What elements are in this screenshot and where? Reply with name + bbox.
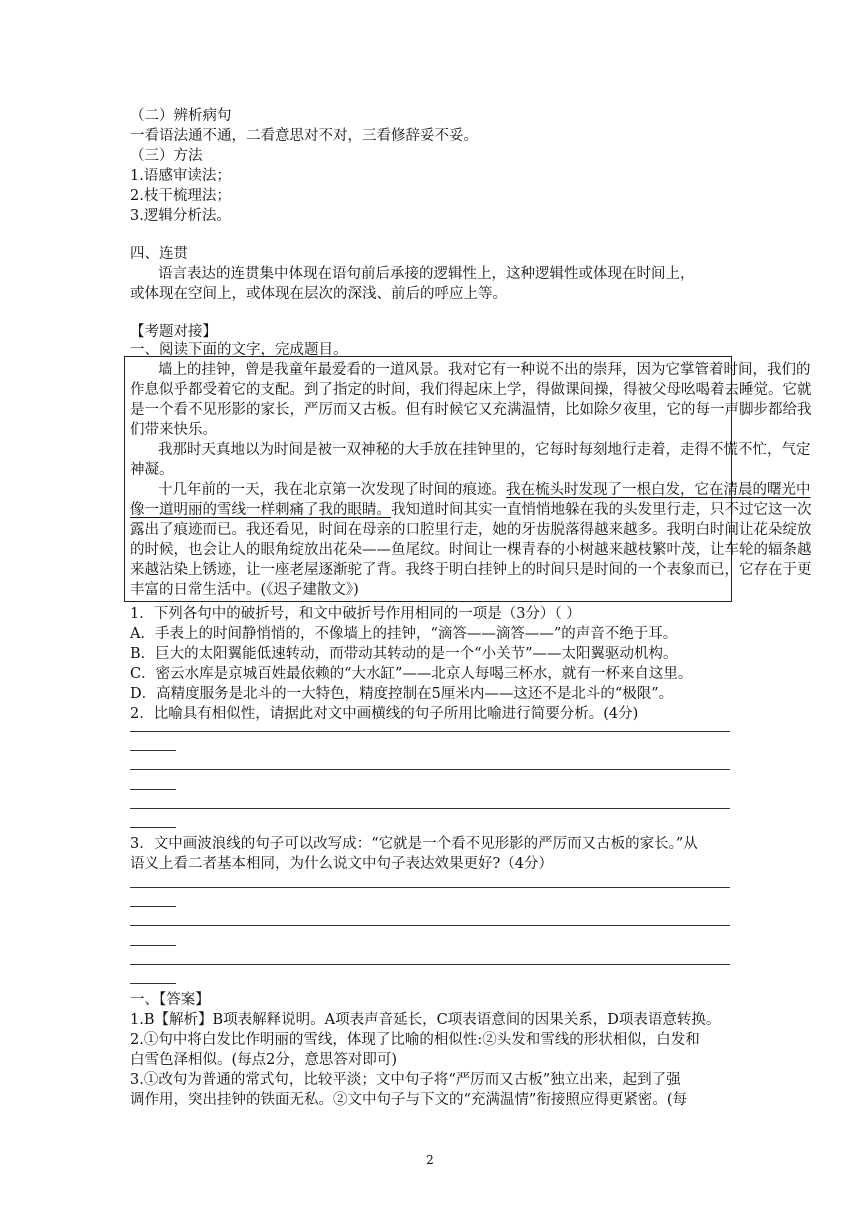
section4-title: 四、连贯 — [130, 246, 188, 262]
question-3-stem: 语义上看二者基本相同，为什么说文中句子表达效果更好?（4分） — [130, 856, 553, 872]
passage-line: 墙上的挂钟，曾是我童年最爱看的一道风景。我对它有一种说不出的崇拜，因为它掌管着时间，我们的 — [158, 362, 811, 378]
passage-line: 来越沾染上锈迹，让一座老屋逐渐驼了背。我终于明白挂钟上的时间只是时间的一个表象而已，它存在于更 — [130, 562, 812, 578]
section2-title: （二）辨析病句 — [130, 108, 232, 124]
passage-line: 神凝。 — [130, 462, 174, 478]
answers-header: 一、【答案】 — [130, 992, 210, 1008]
answer-line[interactable] — [130, 906, 176, 907]
answer-line[interactable] — [130, 983, 176, 984]
option-d: D．高精度服务是北斗的一大特色，精度控制在5厘米内——这还不是北斗的“极限”。 — [130, 686, 674, 702]
passage-text: 十几年前的一天，我在北京第一次发现了时间的痕迹。 — [158, 482, 506, 498]
passage-text: 我知道时间其实一直悄悄地躲在我的头发里行走，只不过它这一次 — [391, 502, 812, 518]
answer-line[interactable] — [130, 964, 730, 965]
answer-line[interactable] — [130, 887, 730, 888]
method-item-2: 2.枝干梳理法； — [130, 188, 231, 204]
question-intro: 一、阅读下面的文字，完成题目。 — [130, 342, 348, 358]
question-2-stem: 2．比喻具有相似性，请据此对文中画横线的句子所用比喻进行简要分析。(4分) — [130, 706, 639, 722]
question-3-stem: 3．文中画波浪线的句子可以改写成：“它就是一个看不见形影的严厉而又古板的家长。”从 — [130, 836, 698, 852]
passage-line: 的时候，也会让人的眼角绽放出花朵——鱼尾纹。时间让一棵青春的小树越来越枝繁叶茂，让车轮的辐条越 — [130, 542, 812, 558]
option-c: C．密云水库是京城百姓最依赖的“大水缸”——北京人每喝三杯水，就有一杯来自这里。 — [130, 666, 693, 682]
answer-2: 白雪色泽相似。(每点2分，意思答对即可) — [130, 1052, 398, 1068]
answer-line[interactable] — [130, 731, 730, 732]
section4-para-line2: 或体现在空间上，或体现在层次的深浅、前后的呼应上等。 — [130, 286, 507, 302]
passage-line: 我那时天真地以为时间是被一双神秘的大手放在挂钟里的，它每时每刻地行走着，走得不慌不忙，气定 — [158, 442, 811, 458]
method-item-3: 3.逻辑分析法。 — [130, 208, 231, 224]
passage-line: 露出了痕迹而已。我还看见，时间在母亲的口腔里行走，她的牙齿脱落得越来越多。我明白时间让花朵绽放 — [130, 522, 812, 538]
underlined-sentence: 像一道明丽的雪线一样刺痛了我的眼睛。 — [130, 502, 391, 518]
exam-header: 【考题对接】 — [130, 324, 217, 340]
answer-line[interactable] — [130, 925, 730, 926]
page-number: 2 — [426, 1153, 434, 1167]
passage-line — [158, 480, 811, 500]
answer-2: 2.①句中将白发比作明丽的雪线，体现了比喻的相似性:②头发和雪线的形状相似，白发和 — [130, 1032, 700, 1048]
option-a: A．手表上的时间静悄悄的，不像墙上的挂钟，“滴答——滴答——”的声音不绝于耳。 — [130, 626, 678, 642]
passage-line — [130, 500, 812, 520]
passage-line: 作息似乎都受着它的支配。到了指定的时间，我们得起床上学，得做课间操，得被父母吆喝着去睡觉。它就 — [130, 382, 812, 398]
answer-1: 1.B【解析】B项表解释说明。A项表声音延长，C项表语意间的因果关系，D项表语意转换。 — [130, 1012, 721, 1028]
underlined-sentence: 我在梳头时发现了一根白发，它在清晨的曙光中 — [506, 482, 811, 498]
passage-line: 们带来快乐。 — [130, 422, 217, 438]
section2-text: 一看语法通不通，二看意思对不对，三看修辞妥不妥。 — [130, 128, 478, 144]
option-b: B．巨大的太阳翼能低速转动，而带动其转动的是一个“小关节”——太阳翼驱动机构。 — [130, 646, 678, 662]
answer-line[interactable] — [130, 808, 730, 809]
answer-line[interactable] — [130, 827, 176, 828]
answer-line[interactable] — [130, 789, 176, 790]
question-1-stem: 1．下列各句中的破折号，和文中破折号作用相同的一项是（3分）（ ） — [130, 606, 581, 622]
passage-line: 是一个看不见形影的家长，严厉而又古板。但有时候它又充满温情，比如除夕夜里，它的每一声脚步都给我 — [130, 402, 812, 418]
answer-line[interactable] — [130, 769, 730, 770]
answer-line[interactable] — [130, 945, 176, 946]
passage-line: 丰富的日常生活中。(《迟子建散文》) — [130, 582, 359, 598]
answer-line[interactable] — [130, 750, 176, 751]
answer-3: 调作用，突出挂钟的铁面无私。②文中句子与下文的“充满温情”衔接照应得更紧密。(每 — [130, 1092, 687, 1108]
method-item-1: 1.语感审读法； — [130, 168, 231, 184]
answer-3: 3.①改句为普通的常式句，比较平淡；文中句子将“严厉而又古板”独立出来，起到了强 — [130, 1072, 681, 1088]
section4-para-line1: 语言表达的连贯集中体现在语句前后承接的逻辑性上，这种逻辑性或体现在时间上， — [158, 266, 695, 282]
section3-title: （三）方法 — [130, 148, 203, 164]
